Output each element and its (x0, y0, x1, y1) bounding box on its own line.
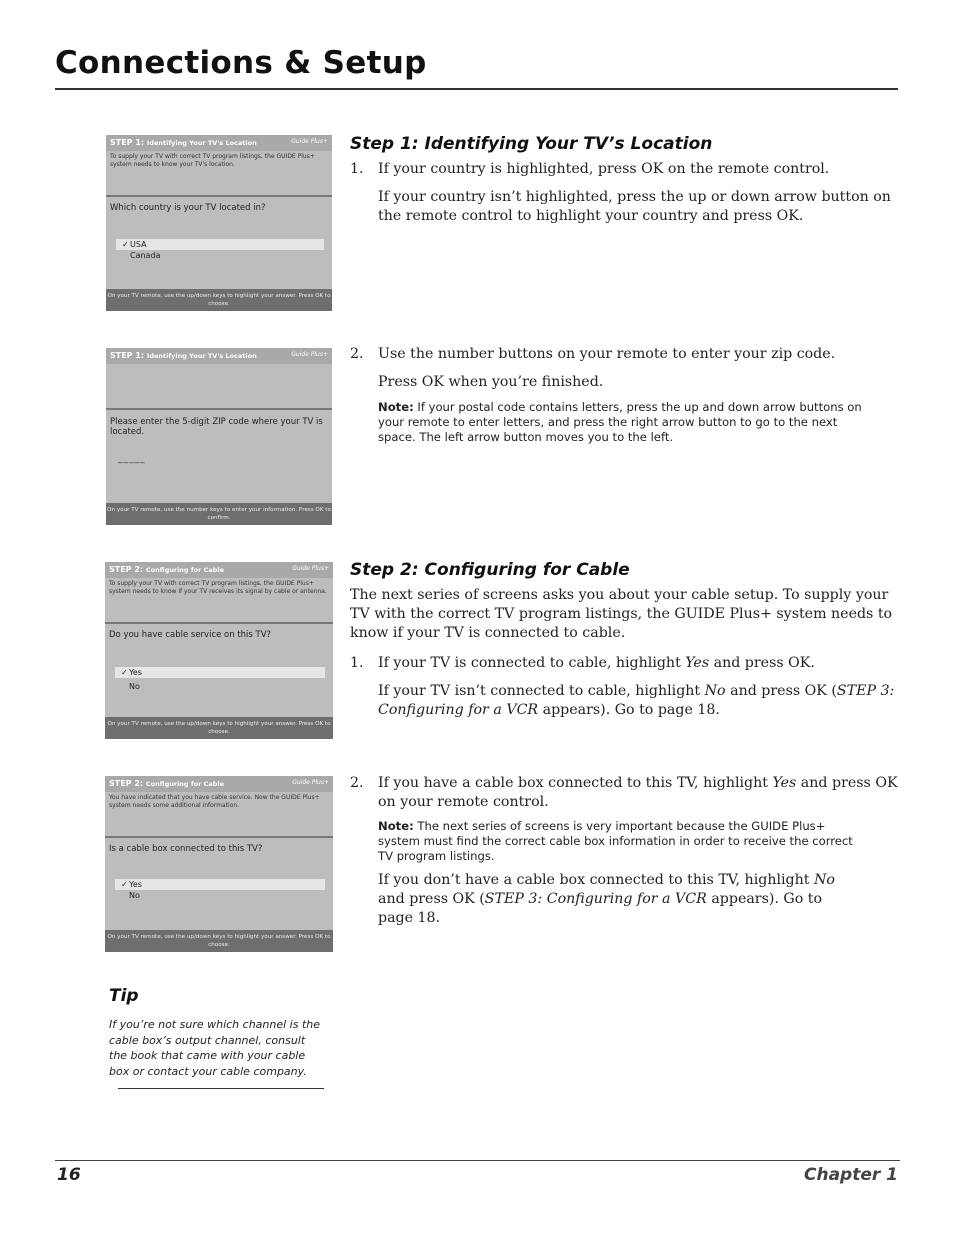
step2-item1-text: If your TV is connected to cable, highlight Yes and press OK. (378, 655, 815, 671)
screen-footer: On your TV remote, use the up/down keys to highlight your answer. Press OK to choose. (105, 717, 333, 739)
title-divider (55, 88, 898, 90)
tv-screen-zip (106, 348, 332, 525)
step2-heading: Step 2: Configuring for Cable (350, 560, 630, 580)
screen-divider (105, 836, 333, 838)
screen-header (105, 562, 333, 578)
screen-intro: You have indicated that you have cable service. Now the GUIDE Plus+ system needs some additional information. (109, 794, 320, 809)
tip-divider (118, 1088, 324, 1089)
screen-question: Do you have cable service on this TV? (109, 630, 272, 640)
guide-plus-logo: Guide Plus+ (292, 779, 329, 786)
footer-divider (55, 1160, 900, 1161)
step2-item2-number: 2. (350, 775, 364, 791)
step2-note: Note: The next series of screens is very important because the GUIDE Plus+ system must find the correct cable box information in order to receive the correct TV program listings. (378, 819, 853, 863)
guide-plus-logo: Guide Plus+ (292, 565, 329, 572)
screen-divider (106, 195, 332, 197)
screen-step-label: STEP 2: Configuring for Cable (109, 565, 225, 574)
tv-screen-cable-service (105, 562, 333, 739)
screen-question: Is a cable box connected to this TV? (109, 844, 263, 854)
screen-intro: To supply your TV with correct TV program listings, the GUIDE Plus+ system needs to know your TV's location. (110, 153, 315, 168)
step1-item2-text: Use the number buttons on your remote to enter your zip code. (378, 346, 836, 362)
step1-item1-text2: If your country isn’t highlighted, press the up or down arrow button on the remote control to highlight your country and press OK. (378, 189, 891, 224)
tip-text: If you’re not sure which channel is the cable box’s output channel, consult the book that came with your cable box or contact your cable company. (109, 1018, 321, 1078)
tip-heading: Tip (109, 986, 139, 1006)
screen-divider (105, 622, 333, 624)
screen-question: Which country is your TV located in? (110, 203, 266, 213)
step2-item1-text2: If your TV isn’t connected to cable, highlight No and press OK (STEP 3: Configuring for a VCR appears). Go to page 18. (378, 683, 895, 718)
screen-footer: On your TV remote, use the up/down keys to highlight your answer. Press OK to choose. (105, 930, 333, 952)
screen-header (106, 348, 332, 364)
page-title: Connections & Setup (55, 45, 427, 81)
screen-divider (106, 408, 332, 410)
screen-step-label: STEP 1: Identifying Your TV's Location (110, 138, 257, 147)
chapter-label: Chapter 1 (803, 1165, 898, 1185)
page-number: 16 (57, 1165, 81, 1185)
guide-plus-logo: Guide Plus+ (291, 351, 328, 358)
step2-item2-text2: If you don’t have a cable box connected to this TV, highlight No and press OK (STEP 3: Configuring for a VCR appears). Go to page 18. (378, 872, 835, 926)
screen-option-selected: ✓Yes (115, 667, 325, 678)
screen-question: Please enter the 5-digit ZIP code where your TV is located. (110, 417, 323, 437)
screen-option: Canada (130, 251, 161, 260)
step1-item1-text: If your country is highlighted, press OK on the remote control. (378, 161, 830, 177)
step1-item2-text2: Press OK when you’re finished. (378, 374, 604, 390)
step1-heading: Step 1: Identifying Your TV’s Location (350, 134, 713, 154)
step1-item2-number: 2. (350, 346, 364, 362)
screen-step-label: STEP 2: Configuring for Cable (109, 779, 225, 788)
step2-item1-number: 1. (350, 655, 364, 671)
screen-option: No (129, 891, 140, 900)
screen-option-selected: ✓Yes (115, 879, 325, 890)
zip-entry-field: _____ (118, 454, 146, 464)
step1-item1-number: 1. (350, 161, 364, 177)
screen-header (106, 135, 332, 151)
tv-screen-country (106, 135, 332, 311)
screen-option: No (129, 682, 140, 691)
guide-plus-logo: Guide Plus+ (291, 138, 328, 145)
screen-option-selected: ✓USA (116, 239, 324, 250)
step2-intro: The next series of screens asks you about your cable setup. To supply your TV with the correct TV program listings, the GUIDE Plus+ system needs to know if your TV is connected to cable. (350, 587, 893, 641)
screen-step-label: STEP 1: Identifying Your TV's Location (110, 351, 257, 360)
screen-intro: To supply your TV with correct TV program listings, the GUIDE Plus+ system needs to know if your TV receives its signal by cable or antenna. (109, 580, 327, 595)
step2-item2-text: If you have a cable box connected to this TV, highlight Yes and press OK on your remote control. (378, 775, 898, 810)
screen-footer: On your TV remote, use the number keys to enter your information. Press OK to confirm. (106, 503, 332, 525)
screen-footer: On your TV remote, use the up/down keys to highlight your answer. Press OK to choose. (106, 289, 332, 311)
tv-screen-cable-box (105, 776, 333, 952)
step1-note: Note: If your postal code contains letters, press the up and down arrow buttons on your remote to enter letters, and press the right arrow button to go to the next space. The left arrow button moves you to the left. (378, 400, 862, 444)
screen-header (105, 776, 333, 792)
